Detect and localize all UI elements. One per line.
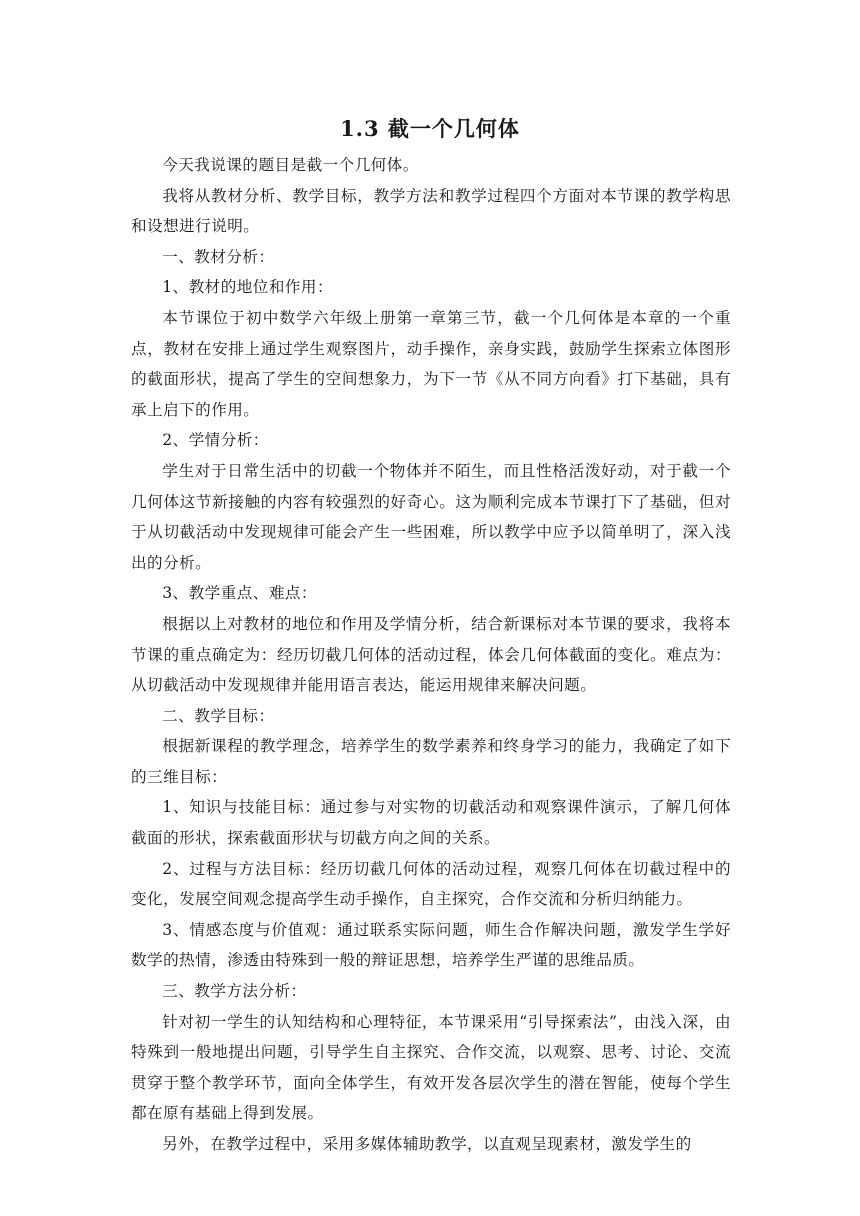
paragraph-outline: 我将从教材分析、教学目标，教学方法和教学过程四个方面对本节课的教学构思和设想进行说明。 [131,186,731,236]
paragraph-goal-attitude: 3、情感态度与价值观：通过联系实际问题，师生合作解决问题，激发学生学好数学的热情，渗透由特殊到一般的辩证思想，培养学生严谨的思维品质。 [131,920,731,970]
paragraph-multimedia: 另外，在教学过程中，采用多媒体辅助教学，以直观呈现素材，激发学生的 [162,1135,692,1153]
paragraph-status-and-role: 本节课位于初中数学六年级上册第一章第三节，截一个几何体是本章的一个重点，教材在安排上通过学生观察图片，动手操作，亲身实践，鼓励学生探索立体图形的截面形状，提高了学生的空间想象力，为下一节《从不同方向看》打下基础，具有承上启下的作用。 [131,308,731,419]
paragraph-goal-process: 2、过程与方法目标：经历切截几何体的活动过程，观察几何体在切截过程中的变化，发展空间观念提高学生动手操作，自主探究，合作交流和分析归纳能力。 [131,859,731,909]
section-heading-teaching-methods: 三、教学方法分析： [162,982,307,1001]
paragraph-key-points: 根据以上对教材的地位和作用及学情分析，结合新课标对本节课的要求，我将本节课的重点确定为：经历切截几何体的活动过程，体会几何体截面的变化。难点为：从切截活动中发现规律并能用语言表达，能运用规律来解决问题。 [131,614,731,695]
section-heading-teaching-goals: 二、教学目标： [162,706,275,725]
subheading-key-points: 3、教学重点、难点： [162,584,317,603]
document-body [131,150,731,1160]
subheading-status-and-role: 1、教材的地位和作用： [162,278,333,297]
paragraph-goal-knowledge: 1、知识与技能目标：通过参与对实物的切截活动和观察课件演示，了解几何体截面的形状，探索截面形状与切截方向之间的关系。 [131,798,731,848]
subheading-student-analysis: 2、学情分析： [162,431,269,450]
paragraph-teaching-goals: 根据新课程的教学理念，培养学生的数学素养和终身学习的能力，我确定了如下的三维目标： [131,737,731,786]
paragraph-intro: 今天我说课的题目是截一个几何体。 [162,156,419,174]
document-title: 1.3 截一个几何体 [340,116,520,141]
paragraph-student-analysis: 学生对于日常生活中的切截一个物体并不陌生，而且性格活泼好动，对于截一个几何体这节新接触的内容有较强烈的好奇心。这为顺利完成本节课打下了基础，但对于从切截活动中发现规律可能会产生一些困难，所以教学中应予以简单明了，深入浅出的分析。 [131,461,731,572]
section-heading-textbook-analysis: 一、教材分析： [162,247,275,266]
paragraph-teaching-methods: 针对初一学生的认知结构和心理特征，本节课采用“引导探索法”，由浅入深，由特殊到一般地提出问题，引导学生自主探究、合作交流，以观察、思考、讨论、交流贯穿于整个教学环节，面向全体学生，有效开发各层次学生的潜在智能，使每个学生都在原有基础上得到发展。 [131,1012,731,1123]
